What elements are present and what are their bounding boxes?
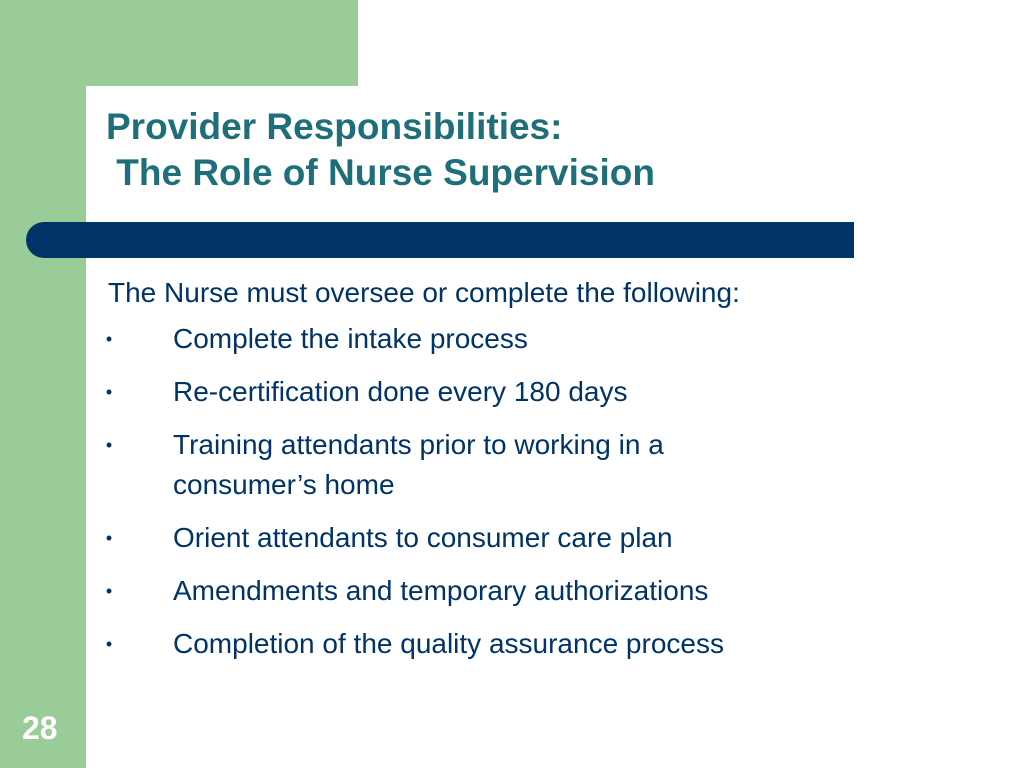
list-item — [105, 518, 908, 558]
list-item-text: Complete the intake process — [173, 323, 528, 354]
green-side-band — [0, 0, 86, 768]
bullet-icon: • — [105, 329, 113, 349]
list-item — [105, 372, 908, 412]
slide-title-line-2: The Role of Nurse Supervision — [106, 152, 655, 193]
list-item-text: Orient attendants to consumer care plan — [173, 522, 673, 553]
bullet-icon: • — [105, 382, 113, 402]
list-item — [105, 624, 908, 664]
list-item — [105, 571, 908, 611]
bullet-icon: • — [105, 634, 113, 654]
list-item — [105, 319, 908, 359]
bullet-icon: • — [105, 435, 113, 455]
list-item-text: Completion of the quality assurance process — [173, 628, 724, 659]
list-item-text: Re-certification done every 180 days — [173, 376, 628, 407]
bullet-icon: • — [105, 581, 113, 601]
list-item-text: Training attendants prior to working in a consumer’s home — [173, 429, 664, 500]
intro-text: The Nurse must oversee or complete the following: — [108, 277, 740, 308]
slide-body — [105, 275, 908, 677]
bullet-list — [105, 319, 908, 664]
list-item — [105, 425, 908, 505]
list-item-text: Amendments and temporary authorizations — [173, 575, 709, 606]
green-top-band — [0, 0, 358, 86]
bullet-icon: • — [105, 528, 113, 548]
slide-title-line-1: Provider Responsibilities: — [106, 106, 563, 147]
page-number: 28 — [22, 710, 58, 746]
title-divider-bar — [26, 222, 854, 258]
slide-title — [106, 104, 655, 196]
